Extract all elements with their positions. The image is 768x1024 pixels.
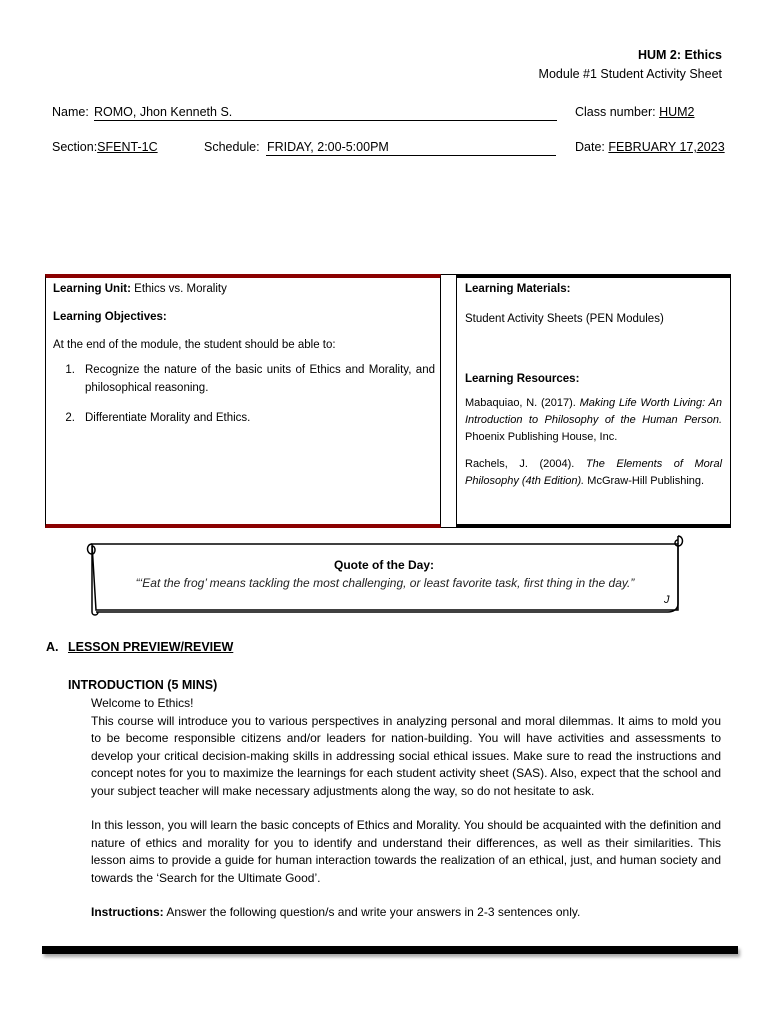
objectives-intro: At the end of the module, the student should be able to:	[53, 339, 336, 351]
date-value: FEBRUARY 17,2023	[608, 140, 725, 154]
box-divider	[441, 274, 456, 528]
name-field	[52, 105, 557, 119]
class-number-value: HUM2	[659, 105, 695, 119]
reference-2: Rachels, J. (2004). The Elements of Moral Philosophy (4th Edition). McGraw-Hill Publishing.	[465, 458, 723, 487]
section-a-title: LESSON PREVIEW/REVIEW	[67, 640, 234, 654]
section-label: Section:	[52, 140, 98, 154]
quote-text: “‘Eat the frog’ means tackling the most challenging, or least favorite task, first thing in the day.”	[135, 576, 635, 590]
quote-title: Quote of the Day:	[333, 558, 434, 572]
schedule-value: FRIDAY, 2:00-5:00PM	[267, 140, 389, 154]
learning-unit-label: Learning Unit:	[53, 283, 131, 295]
introduction-heading: INTRODUCTION (5 MINS)	[68, 678, 218, 692]
class-number-label: Class number:	[575, 105, 656, 119]
learning-unit-box	[45, 274, 441, 528]
quote-author: J	[664, 594, 670, 606]
schedule-field	[204, 140, 556, 154]
learning-unit	[53, 283, 435, 295]
footer-bar	[42, 946, 738, 954]
introduction-body	[91, 695, 721, 922]
section-a-heading	[46, 640, 233, 654]
course-title: HUM 2: Ethics	[637, 48, 722, 62]
learning-materials-box	[456, 274, 731, 528]
objectives-label: Learning Objectives:	[53, 311, 167, 323]
instructions-text: Answer the following question/s and write your answers in 2-3 sentences only.	[166, 905, 581, 919]
date-field	[575, 140, 725, 154]
schedule-label: Schedule:	[204, 140, 260, 154]
class-number-field	[575, 105, 715, 119]
section-field	[52, 140, 199, 154]
module-title: Module #1 Student Activity Sheet	[538, 67, 722, 81]
materials-value: Student Activity Sheets (PEN Modules)	[465, 313, 664, 325]
welcome-text: Welcome to Ethics!	[91, 696, 194, 710]
reference-1: Mabaquiao, N. (2017). Making Life Worth Living: An Introduction to Philosophy of the Human Person. Phoenix Publishing House, Inc.	[465, 397, 723, 443]
materials-label: Learning Materials:	[465, 283, 571, 295]
instructions	[91, 904, 721, 922]
name-label: Name:	[52, 105, 89, 119]
objective-item: 1. Recognize the nature of the basic units of Ethics and Morality, and philosophical reasoning.	[65, 364, 435, 394]
objectives-list	[53, 361, 435, 427]
instructions-label: Instructions:	[91, 905, 164, 919]
resources-label: Learning Resources:	[465, 373, 580, 385]
learning-unit-value: Ethics vs. Morality	[134, 283, 227, 295]
section-value: SFENT-1C	[97, 140, 158, 154]
scroll-banner-icon	[82, 532, 688, 618]
intro-paragraph-2: In this lesson, you will learn the basic concepts of Ethics and Morality. You should be acquainted with the definition and nature of ethics and morality for you to identify and understand their differences, as well as their similarities. This lesson aims to provide a guide for human interaction towards the realization of an ethical, just, and human society and towards the ‘Search for the Ultimate Good’.	[91, 818, 721, 885]
intro-paragraph-1: This course will introduce you to various perspectives in analyzing personal and moral dilemmas. It aims to mold you to be become responsible citizens and/or leaders for nation-building. You will have activities and assessments to develop your critical decision-making skills in addressing social ethical issues. Make sure to read the instructions and concept notes for you to maximize the learnings for each student activity sheet (SAS). Also, expect that the school and your subject teacher will make necessary adjustments along the way, so do not hesitate to ask.	[91, 713, 721, 798]
objective-item: 2. Differentiate Morality and Ethics.	[65, 412, 251, 424]
date-label: Date:	[575, 140, 605, 154]
section-a-letter: A.	[46, 640, 59, 654]
name-value: ROMO, Jhon Kenneth S.	[94, 105, 233, 119]
